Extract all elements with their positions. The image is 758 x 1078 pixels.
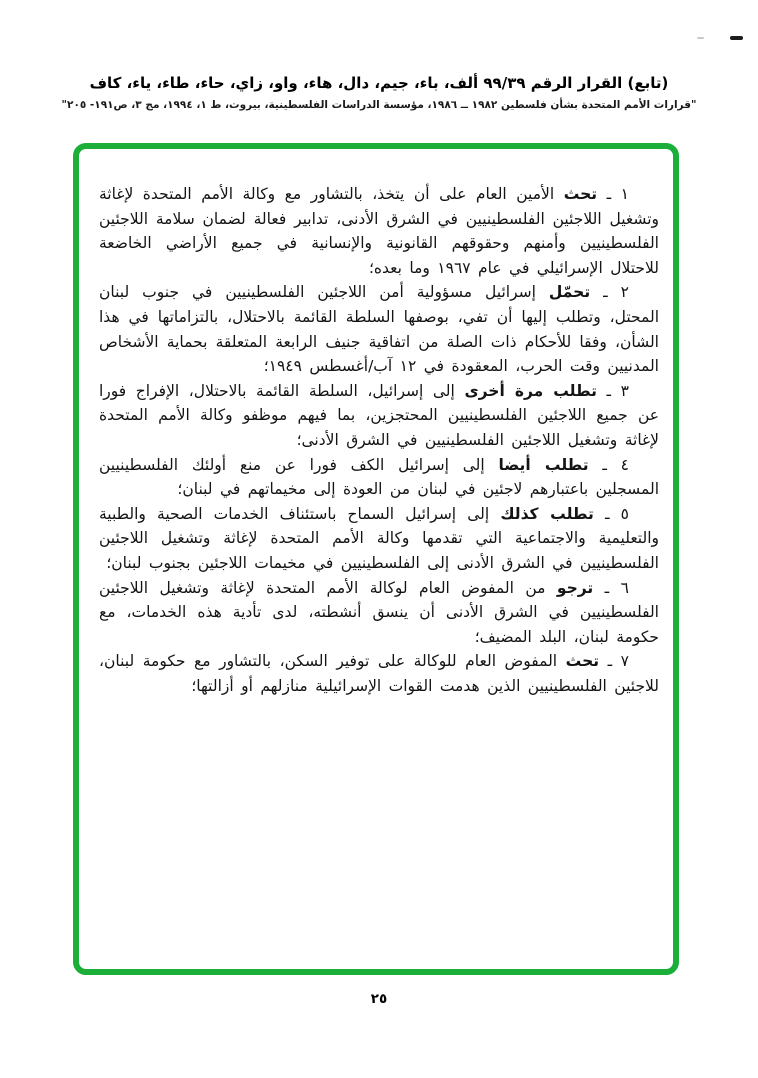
clause-lead-verb: تطلب مرة أخرى [464, 381, 597, 400]
resolution-clause [99, 182, 659, 280]
resolution-title: (تابع) القرار الرقم ٩٩/٣٩ ألف، باء، جيم، دال، هاء، واو، زاي، حاء، طاء، ياء، كاف [89, 74, 669, 92]
clause-text: المفوض العام للوكالة على توفير السكن، بالتشاور مع حكومة لبنان، للاجئين الفلسطينيين الذين هدمت القوات الإسرائيلية منازلهم أو أزالتها؛ [99, 652, 659, 695]
resolution-green-frame [73, 143, 679, 975]
clause-number: ٢ [620, 283, 629, 302]
clause-number: ٤ [620, 455, 629, 474]
clause-number: ٦ [620, 578, 629, 597]
clause-lead-verb: تطلب كذلك [500, 504, 594, 523]
clause-text: إلى إسرائيل الكف فورا عن منع أولئك الفلسطينيين المسجلين باعتبارهم لاجئين في لبنان من العودة إلى مخيماتهم في لبنان؛ [99, 455, 659, 499]
source-citation: "قرارات الأمم المتحدة بشأن فلسطين ١٩٨٢ ــ ١٩٨٦، مؤسسة الدراسات الفلسطينية، بيروت، ط ١، ١٩٩٤، مج ٣، ص١٩١- ٢٠٥" [61, 99, 697, 111]
clause-separator: ـ [599, 652, 621, 671]
clause-separator: ـ [590, 283, 621, 302]
resolution-body [79, 149, 673, 969]
resolution-clause [99, 280, 659, 378]
clause-text: الأمين العام على أن يتخذ، بالتشاور مع وكالة الأمم المتحدة لإغاثة وتشغيل اللاجئين الفلسطينيين في الشرق الأدنى، تدابير فعالة لضمان سلامة اللاجئين الفلسطينيين وأمنهم وحقوقهم القانونية والإنسانية في جميع الأراضي الخاضعة للاحتلال الإسرائيلي في عام ١٩٦٧ وما بعده؛ [99, 185, 659, 277]
clause-lead-verb: تحث [563, 185, 598, 203]
page-number: ٢٥ [370, 991, 388, 1007]
clause-number: ٥ [620, 504, 629, 523]
document-header [0, 72, 758, 113]
resolution-clause [99, 453, 659, 502]
clause-text: إلى إسرائيل، السلطة القائمة بالاحتلال، الإفراج فورا عن جميع اللاجئين الفلسطينيين المحتجزين، بما فيهم موظفو وكالة الأمم المتحدة لإغاثة وتشغيل اللاجئين الفلسطينيين في الشرق الأدنى؛ [99, 381, 659, 449]
clause-text: إسرائيل مسؤولية أمن اللاجئين الفلسطينيين في جنوب لبنان المحتل، وتطلب إليها أن تفي، بوصفها السلطة القائمة بالاحتلال، بالتزاماتها في هذا الشأن، وفقا للأحكام ذات الصلة من اتفاقية جنيف الرابعة المتعلقة بحماية الأشخاص المدنيين وقت الحرب، المعقودة في ١٢ آب/أغسطس ١٩٤٩؛ [99, 283, 659, 376]
scan-artifact-dash [730, 36, 743, 40]
clause-text: من المفوض العام لوكالة الأمم المتحدة لإغاثة وتشغيل اللاجئين الفلسطينيين في الشرق الأدنى أن ينسق أنشطته، لدى تأدية هذه الخدمات، مع حكومة لبنان، البلد المضيف؛ [99, 578, 659, 646]
clause-number: ١ [620, 185, 629, 203]
clause-text: إلى إسرائيل السماح باستئناف الخدمات الصحية والطبية والتعليمية والاجتماعية التي تقدمها وكالة الأمم المتحدة لإغاثة وتشغيل اللاجئين الفلسطينيين في الشرق الأدنى إلى الفلسطينيين في مخيمات اللاجئين بجنوب لبنان؛ [99, 504, 659, 572]
clause-separator: ـ [593, 504, 621, 523]
clause-separator: ـ [596, 381, 621, 400]
resolution-clause [99, 576, 659, 650]
clause-lead-verb: تحث [565, 652, 600, 671]
resolution-clause [99, 502, 659, 576]
clause-number: ٧ [620, 652, 629, 671]
clause-lead-verb: تطلب أيضا [498, 455, 589, 474]
clause-separator: ـ [588, 455, 621, 474]
resolution-clause [99, 379, 659, 453]
clause-lead-verb: ترجو [556, 578, 594, 597]
clause-number: ٣ [620, 381, 629, 400]
clause-lead-verb: تحمّل [548, 283, 591, 302]
clause-separator: ـ [597, 185, 621, 203]
scan-artifact-smudge [697, 37, 704, 39]
clause-separator: ـ [593, 578, 621, 597]
resolution-clause [99, 649, 659, 698]
